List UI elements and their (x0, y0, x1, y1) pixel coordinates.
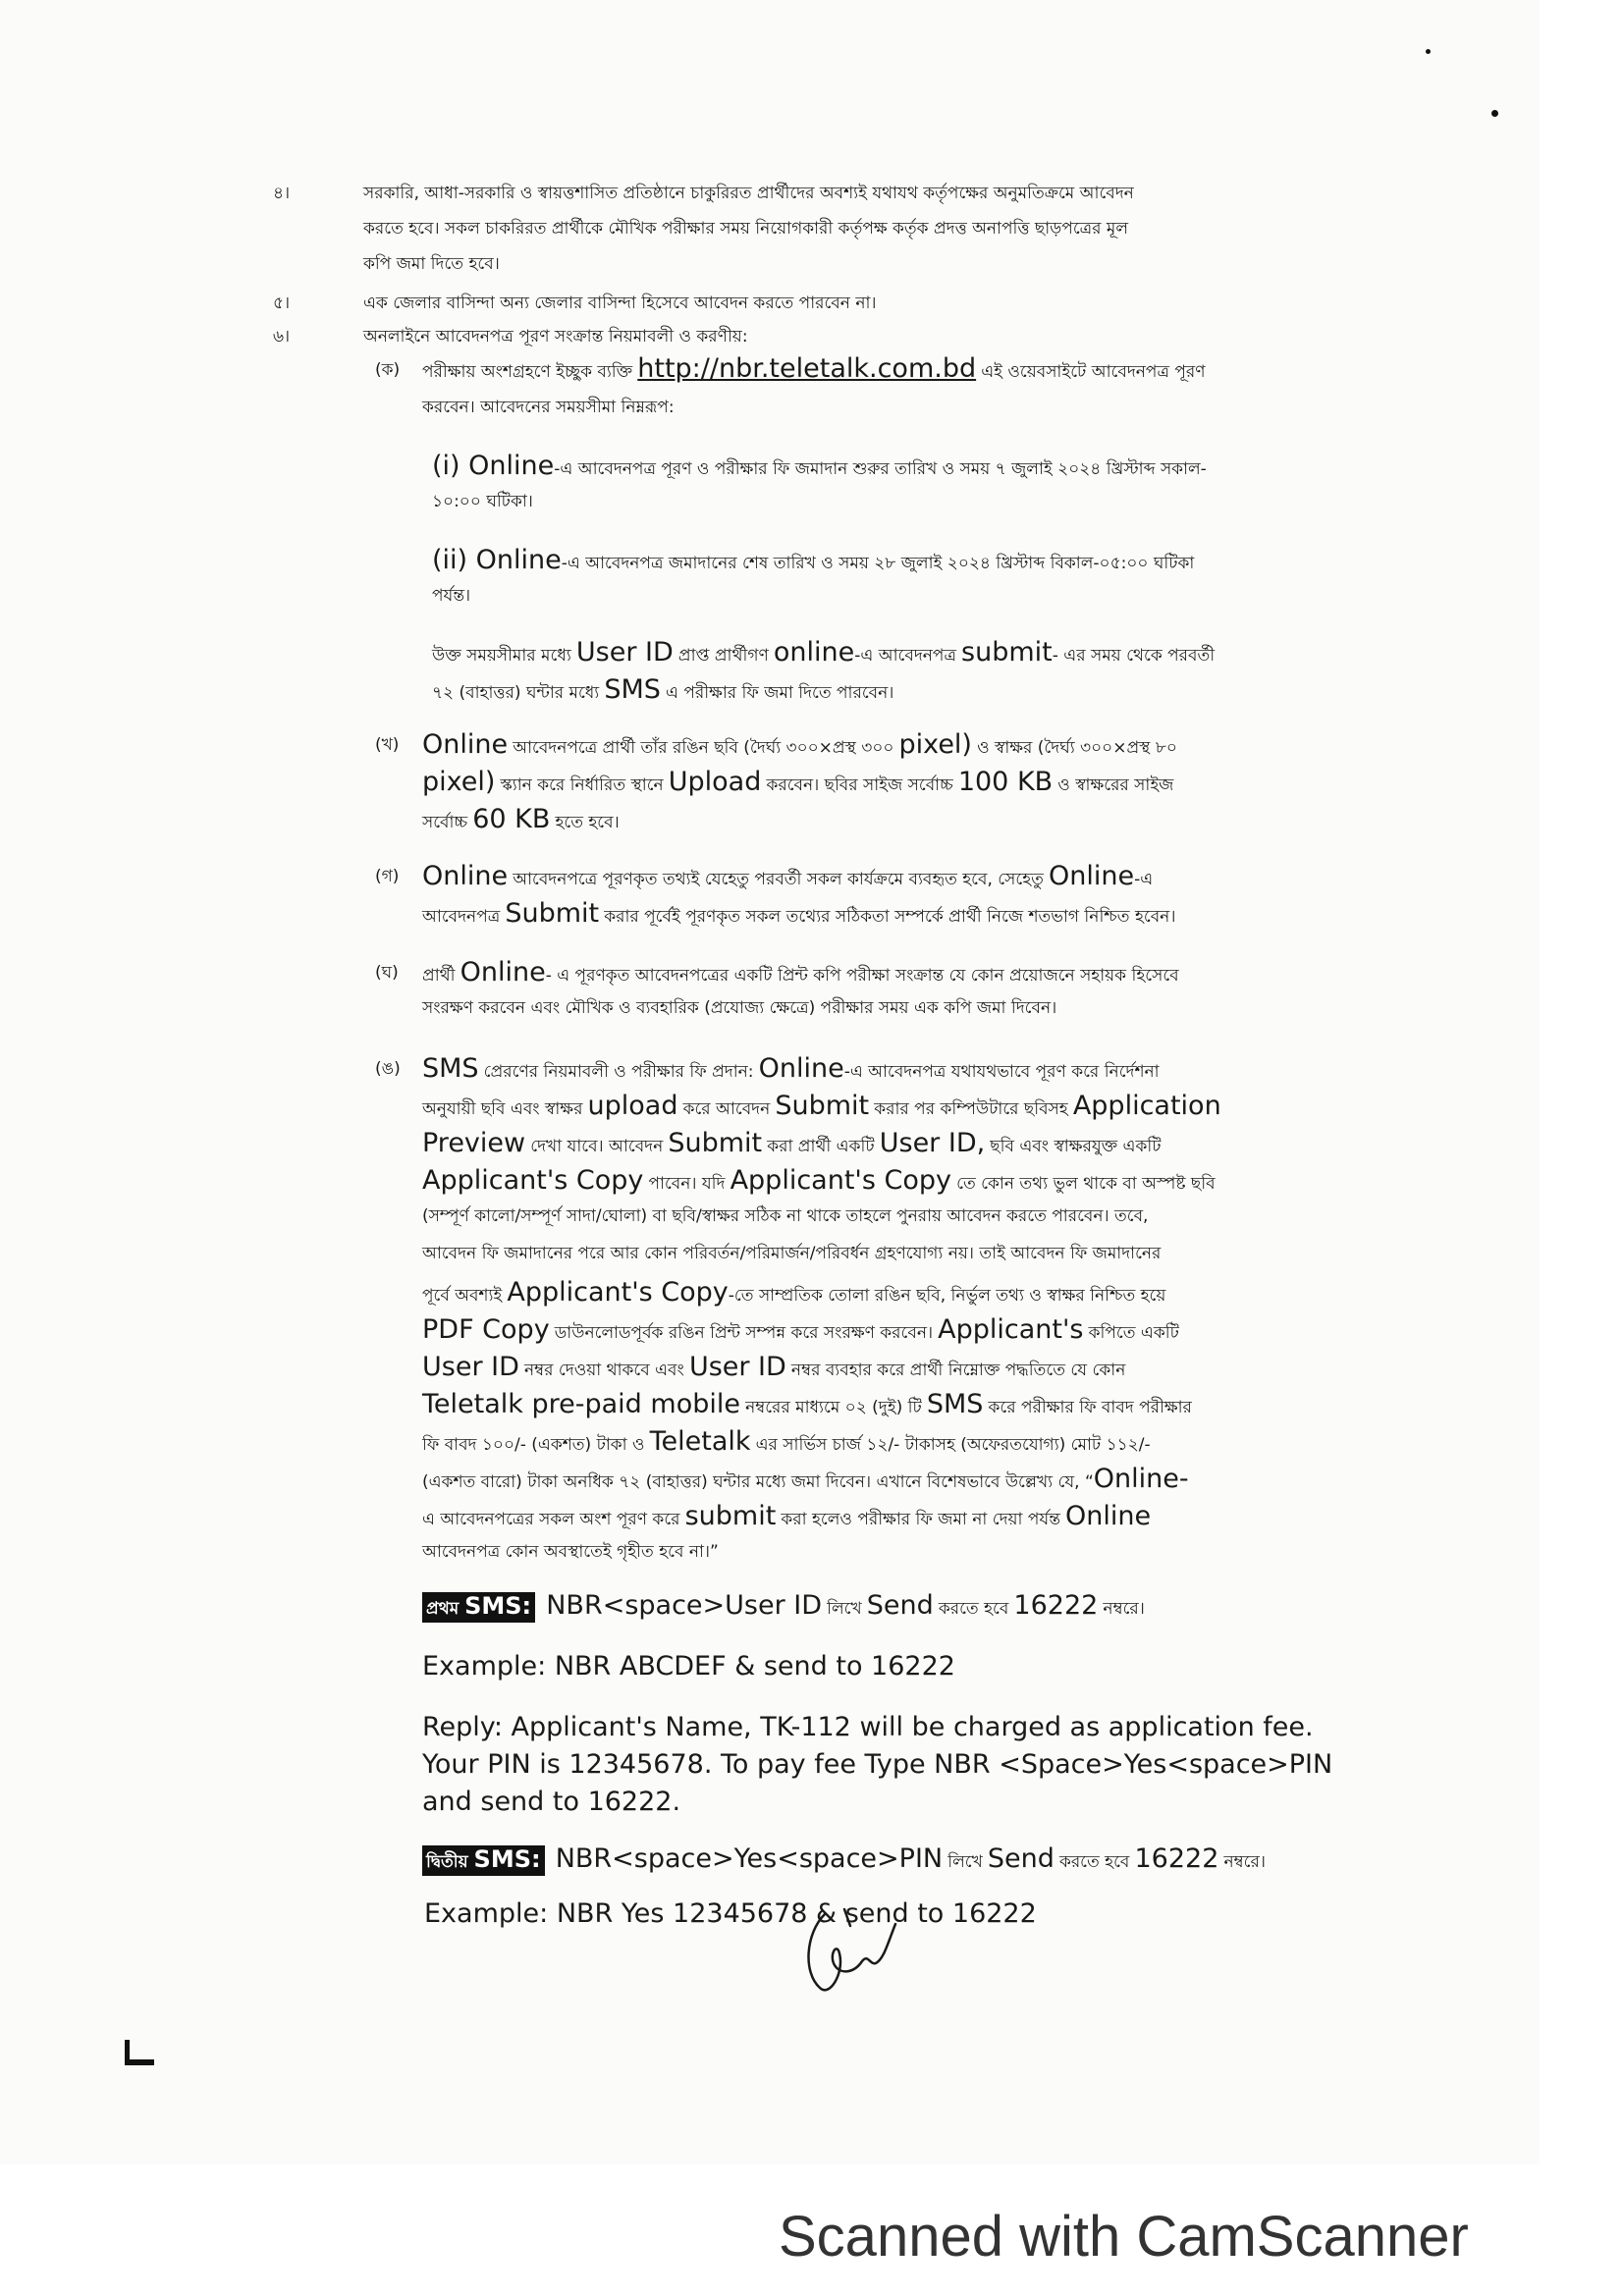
subclause-text: Online (758, 1053, 844, 1084)
date-item-text: -এ আবেদনপত্র পূরণ ও পরীক্ষার ফি জমাদান শুরুর তারিখ ও সময় ৭ জুলাই ২০২৪ খ্রিস্টাব্দ সকাল- (554, 459, 1207, 479)
subclause-text: করে আবেদন (682, 1099, 771, 1119)
date-item-label: (ii) Online (432, 545, 562, 575)
subclause-text: অনুযায়ী ছবি এবং স্বাক্ষর (422, 1099, 583, 1119)
sms-reply-text: Reply: Applicant's Name, TK-112 will be charged as application fee. (422, 1712, 1314, 1742)
subclause-text: SMS (926, 1389, 984, 1419)
subclause-text: Application (1072, 1091, 1221, 1121)
sms-format-text: NBR<space>User ID (546, 1590, 823, 1621)
subclause-text: প্রার্থী (422, 966, 456, 986)
clause-text-line: সরকারি, আধা-সরকারি ও স্বায়ত্তশাসিত প্রতিষ্ঠানে চাকুরিরত প্রার্থীদের অবশ্যই যথাযথ কর্তৃপক্ষের অনুমতিক্রমে আবেদন (363, 184, 1134, 203)
sms-format-text: লিখে (947, 1852, 983, 1872)
sms-format-text: Send (987, 1843, 1055, 1874)
speck-mark (1426, 49, 1431, 54)
subclause-text: কপিতে একটি (1088, 1323, 1179, 1343)
subclause-text: User ID (422, 1352, 519, 1382)
subclause-text: Applicant's Copy (730, 1165, 951, 1196)
subclause-text: PDF Copy (422, 1314, 550, 1345)
date-item-text: ১০:০০ ঘটিকা। (432, 492, 533, 511)
subclause-text: আবেদনপত্র (422, 907, 501, 927)
subclause-text: করা প্রার্থী একটি (767, 1137, 875, 1156)
subclause-text: 100 KB (957, 767, 1054, 797)
subclause-text: Teletalk pre-paid mobile (422, 1389, 740, 1419)
subclause-text: পাবেন। যদি (648, 1174, 726, 1194)
page-margin-right (1540, 0, 1623, 2164)
subclause-text: দেখা যাবে। আবেদন (530, 1137, 664, 1156)
clause-number: ৫। (273, 294, 291, 313)
subclause-text: সর্বোচ্চ (422, 813, 468, 832)
subclause-text: করে পরীক্ষার ফি বাবদ পরীক্ষার (988, 1398, 1192, 1417)
sms-format-text: লিখে (827, 1599, 862, 1619)
subclause-text: Submit (505, 898, 600, 929)
subclause-text: submit (684, 1501, 777, 1531)
sms-example: Example: NBR Yes 12345678 & send to 16222 (424, 1898, 1037, 1929)
subclause-text: pixel) (422, 767, 496, 797)
subclause-text: করবেন। আবেদনের সময়সীমা নিম্নরূপ: (422, 398, 675, 417)
note-text: online (773, 637, 855, 667)
sms-format-text: Send (866, 1590, 934, 1621)
subclause-text: ও স্বাক্ষরের সাইজ (1057, 775, 1174, 795)
subclause-text: আবেদন ফি জমাদানের পরে আর কোন পরিবর্তন/পরিমার্জন/পরিবর্ধন গ্রহণযোগ্য নয়। তাই আবেদন ফি জমাদানের (422, 1244, 1162, 1263)
subclause-text: ডাউনলোডপূর্বক রঙিন প্রিন্ট সম্পন্ন করে সংরক্ষণ করবেন। (554, 1323, 934, 1343)
note-text: SMS (604, 674, 661, 705)
subclause-text: Online (1065, 1501, 1152, 1531)
subclause-label: (ঘ) (375, 963, 399, 983)
sms-format-text: 16222 (1013, 1590, 1099, 1621)
note-text: এ পরীক্ষার ফি জমা দিতে পারবেন। (666, 683, 894, 703)
sms-format-text: NBR<space>Yes<space>PIN (555, 1843, 944, 1874)
subclause-text: User ID (688, 1352, 786, 1382)
subclause-text: ছবি এবং স্বাক্ষরযুক্ত একটি (990, 1137, 1162, 1156)
sms-format-text: নম্বরে। (1103, 1599, 1145, 1619)
subclause-text: Applicant's Copy (422, 1165, 644, 1196)
subclause-text: করা হলেও পরীক্ষার ফি জমা না দেয়া পর্যন্ত (781, 1510, 1060, 1529)
subclause-text: নম্বর দেওয়া থাকবে এবং (523, 1361, 684, 1380)
sms-format-text: নম্বরে। (1223, 1852, 1266, 1872)
camscanner-watermark: Scanned with CamScanner (779, 2205, 1469, 2269)
clause-number: ৬। (273, 327, 291, 347)
subclause-text: করার পর কম্পিউটারে ছবিসহ (874, 1099, 1068, 1119)
sms-step-badge (422, 1845, 545, 1876)
subclause-text: এই ওয়েবসাইটে আবেদনপত্র পূরণ (981, 362, 1206, 382)
subclause-text: Online (460, 957, 546, 988)
clause-text-line: করতে হবে। সকল চাকরিরত প্রার্থীকে মৌখিক পরীক্ষার সময় নিয়োগকারী কর্তৃপক্ষ কর্তৃক প্রদত্ত অনাপত্তি ছাড়পত্রের মূল (363, 219, 1129, 239)
badge-text: দ্বিতীয় (426, 1852, 468, 1872)
subclause-text: Applicant's Copy (507, 1277, 729, 1308)
subclause-text: Online (422, 861, 509, 891)
sms-reply-text: and send to 16222. (422, 1787, 681, 1817)
subclause-text: pixel) (898, 729, 972, 760)
subclause-text: Online (422, 729, 509, 760)
subclause-label: (ক) (375, 360, 401, 380)
subclause-text: পরীক্ষায় অংশগ্রহণে ইচ্ছুক ব্যক্তি (422, 362, 633, 382)
clause-6 (273, 320, 1375, 355)
subclause-text: এর সার্ভিস চার্জ ১২/- টাকাসহ (অফেরতযোগ্য) মোট ১১২/- (755, 1435, 1151, 1455)
note-text: User ID (575, 637, 674, 667)
subclause-text: নম্বরের মাধ্যমে ০২ (দুই) টি (745, 1398, 922, 1417)
signature (785, 1904, 913, 2012)
subclause-text: পূর্বে অবশ্যই (422, 1286, 503, 1306)
subclause-text: করবেন। ছবির সাইজ সর্বোচ্চ (766, 775, 953, 795)
subclause-text: ফি বাবদ ১০০/- (একশত) টাকা ও (422, 1435, 645, 1455)
badge-text: SMS: (473, 1845, 541, 1873)
subclause-text: প্রেরণের নিয়মাবলী ও পরীক্ষার ফি প্রদান: (483, 1062, 754, 1082)
scan-corner-mark (125, 2040, 130, 2063)
date-item-text: -এ আবেদনপত্র জমাদানের শেষ তারিখ ও সময় ২৮ জুলাই ২০২৪ খ্রিস্টাব্দ বিকাল-০৫:০০ ঘটিকা (561, 554, 1195, 573)
note-text: ৭২ (বাহাত্তর) ঘন্টার মধ্যে (432, 683, 600, 703)
subclause-label: (খ) (375, 735, 400, 755)
subclause-text: ও স্বাক্ষর (দৈর্ঘ্য ৩০০×প্রস্থ ৮০ (977, 738, 1177, 758)
subclause-text: আবেদনপত্রে পূরণকৃত তথ্যই যেহেতু পরবর্তী সকল কার্যক্রমে ব্যবহৃত হবে, সেহেতু (513, 870, 1044, 889)
clause-number: ৪। (273, 184, 291, 203)
note-text: submit (961, 637, 1053, 667)
clause-text-line: এক জেলার বাসিন্দা অন্য জেলার বাসিন্দা হিসেবে আবেদন করতে পারবেন না। (363, 294, 877, 313)
subclause-text: হতে হবে। (555, 813, 620, 832)
speck-mark (1491, 110, 1498, 117)
subclause-text: তে কোন তথ্য ভুল থাকে বা অস্পষ্ট ছবি (956, 1174, 1216, 1194)
subclause-text: -এ আবেদনপত্র যথাযথভাবে পূরণ করে নির্দেশনা (843, 1062, 1160, 1082)
subclause-text: -এ (1134, 870, 1154, 889)
date-item-text: পর্যন্ত। (432, 586, 471, 606)
badge-text: SMS: (464, 1592, 532, 1620)
sms-step-badge (422, 1592, 535, 1623)
sms-format-text: করতে হবে (938, 1599, 1009, 1619)
subclause-text: -তে সাম্প্রতিক তোলা রঙিন ছবি, নির্ভুল তথ্য ও স্বাক্ষর নিশ্চিত হয়ে (728, 1286, 1166, 1306)
subclause-text: করার পূর্বেই পূরণকৃত সকল তথ্যের সঠিকতা সম্পর্কে প্রার্থী নিজে শতভাগ নিশ্চিত হবেন। (604, 907, 1176, 927)
subclause-text: Submit (775, 1091, 870, 1121)
subclause-text: Online (1049, 861, 1135, 891)
subclause-text: (সম্পূর্ণ কালো/সম্পূর্ণ সাদা/ঘোলা) বা ছবি/স্বাক্ষর সঠিক না থাকে তাহলে পুনরায় আবেদন করতে পারবেন। তবে, (422, 1206, 1149, 1226)
clause-text-line: কপি জমা দিতে হবে। (363, 254, 500, 274)
sms-example: Example: NBR ABCDEF & send to 16222 (422, 1651, 955, 1682)
clause-heading: অনলাইনে আবেদনপত্র পূরণ সংক্রান্ত নিয়মাবলী ও করণীয়: (363, 327, 748, 347)
subclause-text: Preview (422, 1128, 526, 1158)
subclause-text: নম্বর ব্যবহার করে প্রার্থী নিম্নোক্ত পদ্ধতিতে যে কোন (790, 1361, 1126, 1380)
subclause-text: আবেদনপত্র কোন অবস্থাতেই গৃহীত হবে না।” (422, 1542, 719, 1562)
subclause-text: Submit (668, 1128, 763, 1158)
subclause-text: Teletalk (649, 1426, 751, 1457)
subclause-text: সংরক্ষণ করবেন এবং মৌখিক ও ব্যবহারিক (প্রযোজ্য ক্ষেত্রে) পরীক্ষার সময় এক কপি জমা দিবেন। (422, 998, 1057, 1018)
note-text: -এ আবেদনপত্র (854, 646, 956, 666)
subclause-text: User ID, (879, 1128, 986, 1158)
sms-format-text: 16222 (1134, 1843, 1219, 1874)
clause-4 (273, 177, 1375, 285)
subclause-text: - এ পূরণকৃত আবেদনপত্রের একটি প্রিন্ট কপি পরীক্ষা সংক্রান্ত যে কোন প্রয়োজনে সহায়ক হিসেবে (545, 966, 1179, 986)
subclause-text: Applicant's (938, 1314, 1084, 1345)
badge-text: প্রথম (426, 1599, 460, 1619)
subclause-label: (গ) (375, 867, 400, 886)
sms-format-text: করতে হবে (1058, 1852, 1130, 1872)
subclause-text: SMS (422, 1053, 479, 1084)
date-item-label: (i) Online (432, 451, 555, 481)
note-text: প্রাপ্ত প্রার্থীগণ (677, 646, 769, 666)
note-text: - এর সময় থেকে পরবর্তী (1052, 646, 1216, 666)
subclause-text: Online- (1093, 1464, 1189, 1494)
sms-reply-text: Your PIN is 12345678. To pay fee Type NBR <Space>Yes<space>PIN (422, 1749, 1333, 1780)
note-text: উক্ত সময়সীমার মধ্যে (432, 646, 571, 666)
subclause-text: Upload (668, 767, 762, 797)
subclause-text: স্ক্যান করে নির্ধারিত স্থানে (500, 775, 664, 795)
subclause-text: 60 KB (472, 804, 551, 834)
subclause-label: (ঙ) (375, 1059, 401, 1079)
subclause-text: এ আবেদনপত্রের সকল অংশ পূরণ করে (422, 1510, 680, 1529)
subclause-text: upload (587, 1091, 678, 1121)
clause-5 (273, 287, 1375, 322)
registration-link[interactable]: http://nbr.teletalk.com.bd (637, 353, 977, 384)
subclause-text: (একশত বারো) টাকা অনধিক ৭২ (বাহাত্তর) ঘন্টার মধ্যে জমা দিবেন। এখানে বিশেষভাবে উল্লেখ্য যে, “ (422, 1472, 1094, 1492)
subclause-text: আবেদনপত্রে প্রার্থী তাঁর রঙিন ছবি (দৈর্ঘ্য ৩০০×প্রস্থ ৩০০ (513, 738, 894, 758)
